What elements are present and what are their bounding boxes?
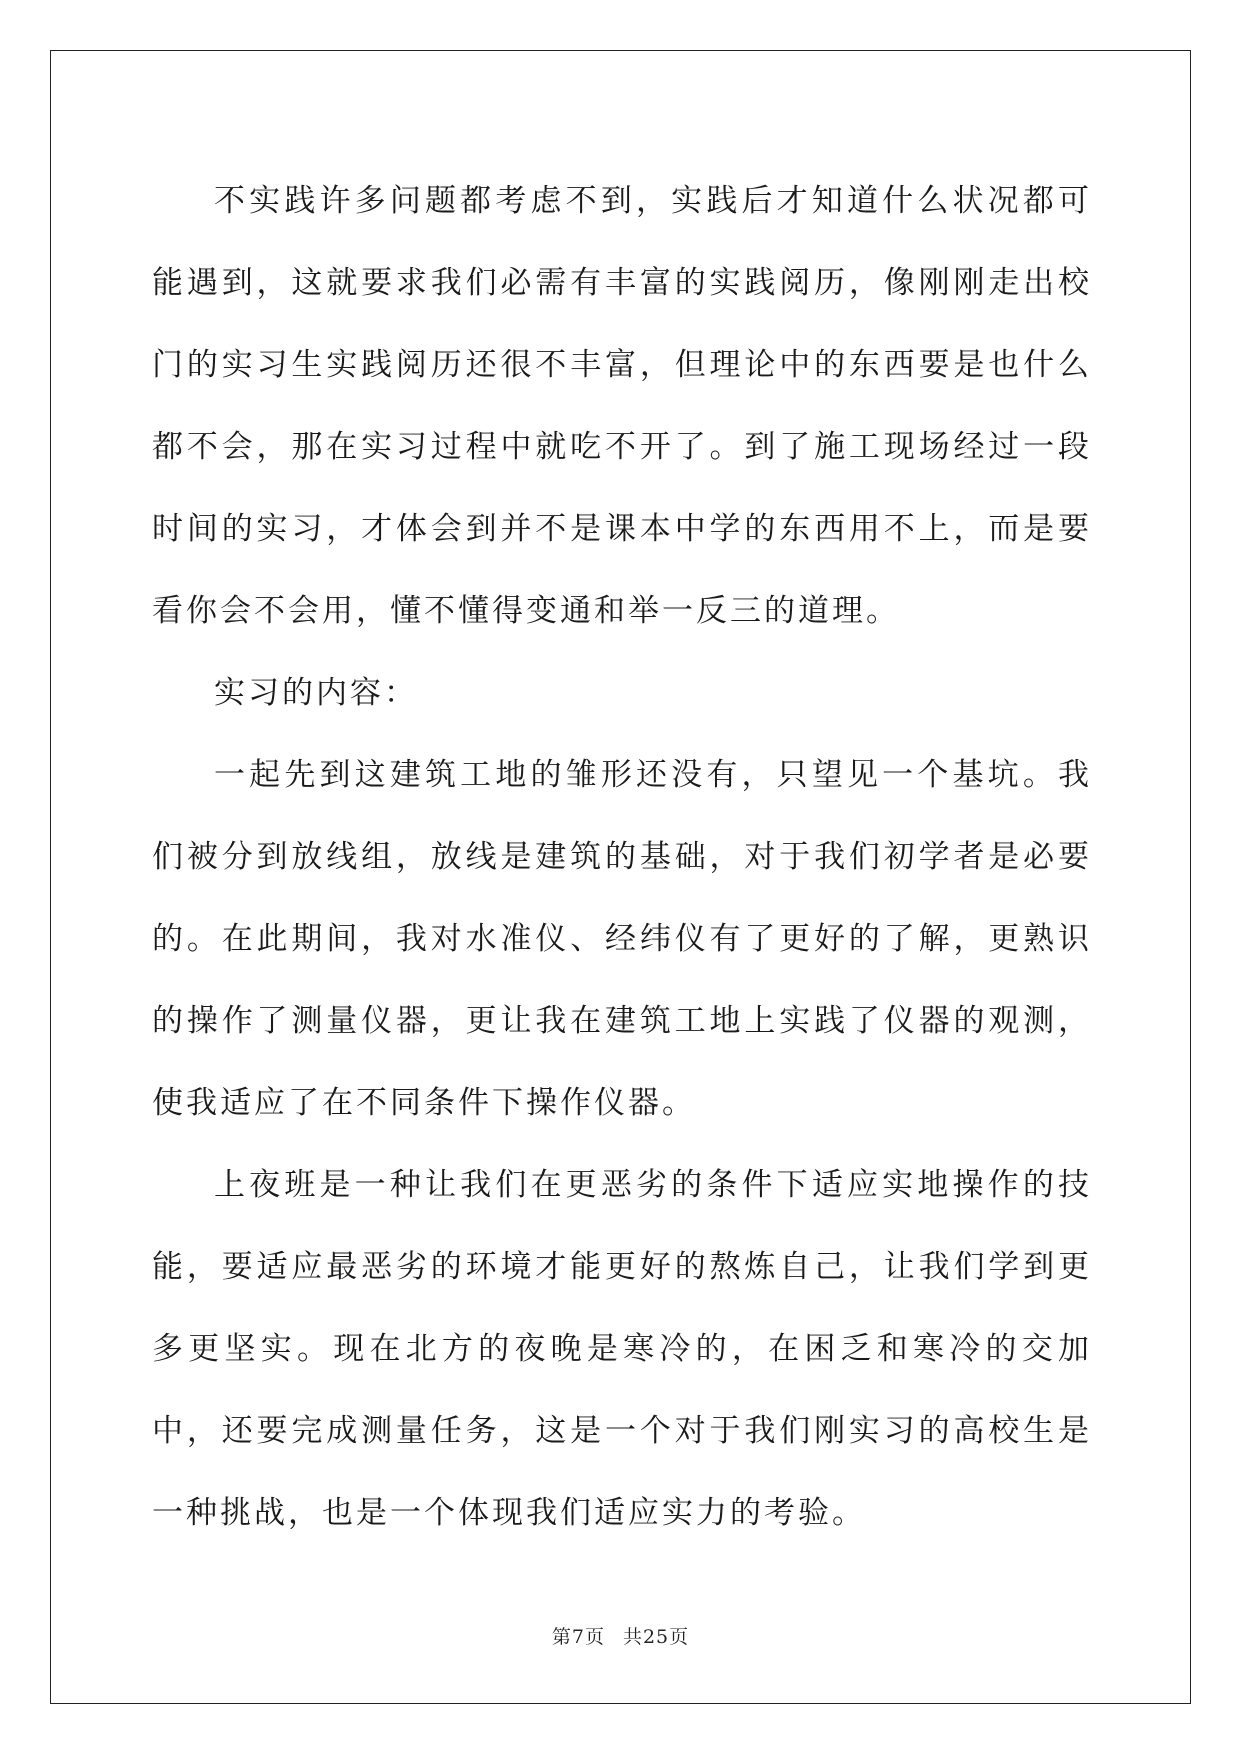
paragraph-practice-experience: 不实践许多问题都考虑不到，实践后才知道什么状况都可能遇到，这就要求我们必需有丰富的实践阅历，像刚刚走出校门的实习生实践阅历还很不丰富，但理论中的东西要是也什么都不会，那在实习过程中就吃不开了。到了施工现场经过一段时间的实习，才体会到并不是课本中学的东西用不上，而是要看你会不会用，懂不懂得变通和举一反三的道理。 <box>152 183 1092 629</box>
document-body <box>152 160 1092 1554</box>
paragraph-internship-heading: 实习的内容： <box>214 675 418 711</box>
page-number-current: 第7页 <box>551 1626 605 1648</box>
page-footer <box>0 1622 1241 1649</box>
page-number-total: 共25页 <box>622 1626 690 1648</box>
paragraph-night-shift: 上夜班是一种让我们在更恶劣的条件下适应实地操作的技能，要适应最恶劣的环境才能更好的熬炼自己，让我们学到更多更坚实。现在北方的夜晚是寒冷的，在困乏和寒冷的交加中，还要完成测量任务，这是一个对于我们刚实习的高校生是一种挑战，也是一个体现我们适应实力的考验。 <box>152 1167 1092 1531</box>
paragraph-surveying-group: 一起先到这建筑工地的雏形还没有，只望见一个基坑。我们被分到放线组，放线是建筑的基础，对于我们初学者是必要的。在此期间，我对水准仪、经纬仪有了更好的了解，更熟识的操作了测量仪器，更让我在建筑工地上实践了仪器的观测，使我适应了在不同条件下操作仪器。 <box>152 757 1092 1121</box>
